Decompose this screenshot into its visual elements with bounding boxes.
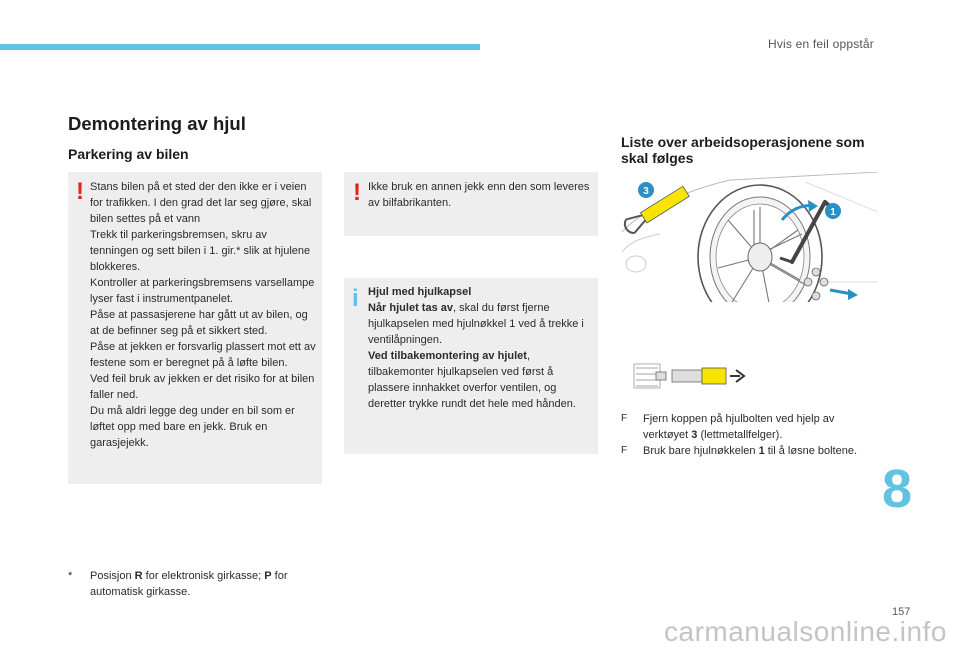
procedure-steps — [621, 411, 861, 459]
info-heading: Hjul med hjulkapsel — [368, 286, 472, 298]
footnote-marker: * — [68, 570, 73, 582]
warning-jack-text: Ikke bruk en annen jekk enn den som leveres av bilfabrikanten. — [368, 181, 590, 209]
chapter-number: 8 — [882, 459, 913, 519]
footnote — [68, 568, 328, 600]
procedure-title: Liste over arbeidsoperasjonene som skal følges — [621, 134, 865, 166]
bolt-cap-tool-illustration — [632, 360, 750, 392]
warning-line: Stans bilen på et sted der den ikke er i veien for trafikken. I den grad det lar seg gjøre, skal bilen settes på et vann — [90, 181, 312, 225]
warning-line: Ved feil bruk av jekken er det risiko for at bilen faller ned. — [90, 373, 315, 401]
step-text: til å løsne boltene. — [764, 445, 858, 457]
warning-exclamation-icon: ! — [353, 179, 361, 206]
info-removal-bold: Når hjulet tas av — [368, 302, 453, 314]
footnote-text: for automatisk girkasse. — [90, 570, 288, 598]
warning-line: Trekk til parkeringsbremsen, skru av tenningen og sett bilen i 1. gir.* slik at hjulene blokkeres. — [90, 229, 311, 273]
wheel-removal-illustration — [620, 172, 878, 302]
step-ref: 1 — [758, 445, 765, 457]
info-refit-text: , tilbakemonter hjulkapselen ved først å plassere innhakket overfor ventilen, og deretter trykke rundt det hele med hånden. — [368, 350, 576, 410]
procedure-step — [621, 411, 861, 443]
footnote-text: for elektronisk girkasse; — [142, 570, 265, 582]
step-ref: 3 — [691, 429, 698, 441]
step-bullet: F — [621, 413, 628, 424]
step-text: (lettmetallfelger). — [697, 429, 783, 441]
top-accent-bar — [0, 44, 480, 50]
warning-line: Kontroller at parkeringsbremsens varsellampe lyser fast i instrumentpanelet. — [90, 277, 315, 305]
section-title: Parkering av bilen — [68, 146, 189, 162]
page-title: Demontering av hjul — [68, 113, 246, 134]
procedure-step — [621, 443, 861, 459]
warning-box-parking — [68, 172, 322, 484]
watermark: carmanualsonline.info — [664, 616, 947, 647]
wrench-1-label: 1 — [830, 207, 836, 218]
chapter-title: Hvis en feil oppstår — [767, 37, 874, 51]
step-bullet: F — [621, 445, 628, 456]
tool-3-label: 3 — [643, 186, 649, 197]
footnote-text: Posisjon — [90, 570, 135, 582]
info-refit-bold: Ved tilbakemontering av hjulet — [368, 350, 527, 362]
warning-line: Du må aldri legge deg under en bil som er løftet opp med bare en jekk. Bruk en garasjejekk. — [90, 405, 295, 449]
info-icon: i — [352, 285, 359, 312]
info-box-hubcap — [344, 278, 598, 454]
footnote-bold-p: P — [264, 570, 272, 582]
warning-line: Påse at jekken er forsvarlig plassert mot ett av festene som er beregnet på å løfte bilen. — [90, 341, 316, 369]
warning-exclamation-icon: ! — [76, 178, 84, 205]
info-removal-text: , skal du først fjerne hjulkapselen med hjulnøkkel 1 ved å trekke i ventilåpningen. — [368, 302, 584, 346]
page-number: 157 — [892, 606, 911, 618]
step-text: Fjern koppen på hjulbolten ved hjelp av verktøyet — [643, 413, 835, 441]
warning-line: Påse at passasjerene har gått ut av bilen, og at de befinner seg på et sikkert sted. — [90, 309, 308, 337]
warning-box-jack — [344, 172, 598, 236]
step-text: Bruk bare hjulnøkkelen — [643, 445, 759, 457]
warning-box-text — [90, 179, 318, 451]
footnote-bold-r: R — [134, 570, 143, 582]
